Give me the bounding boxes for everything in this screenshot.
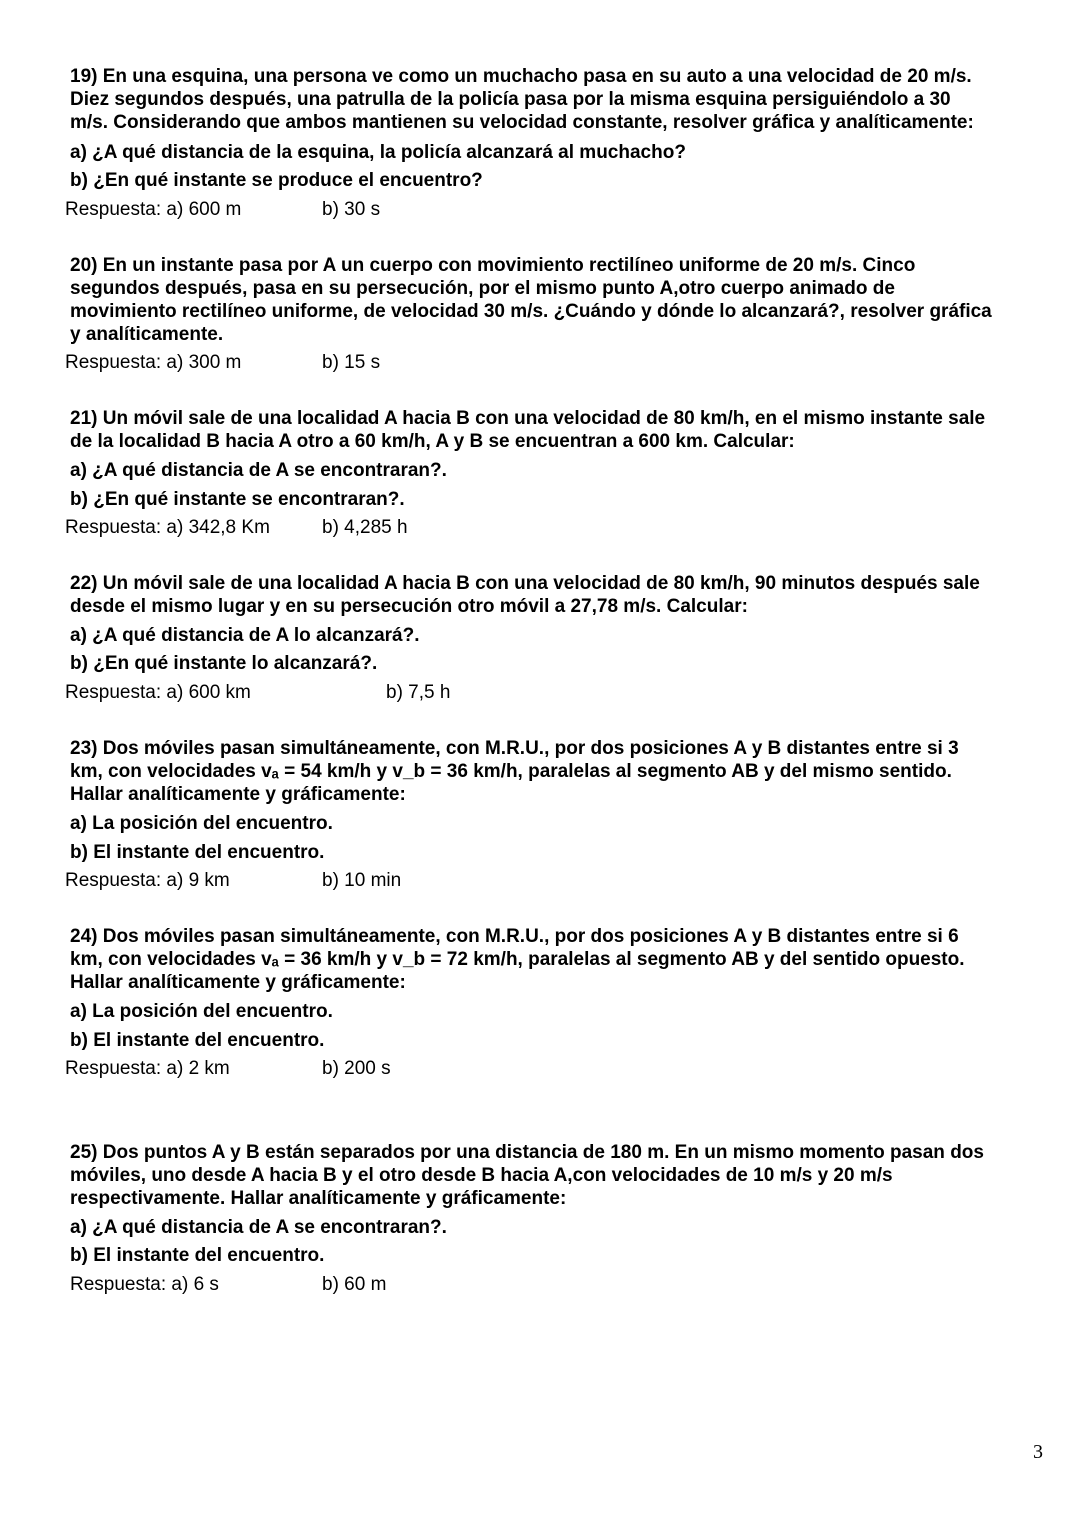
statement-line: km, con velocidades vₐ = 36 km/h y v_b = 72 km/h, paralelas al segmento AB y del sentido opuesto.: [70, 949, 965, 970]
question-b: b) ¿En qué instante se produce el encuentro?: [70, 170, 483, 191]
problem-statement: [70, 572, 1050, 618]
answer-a: Respuesta: a) 2 km: [65, 1058, 230, 1079]
answer-a: Respuesta: a) 342,8 Km: [65, 517, 270, 538]
question-a: a) La posición del encuentro.: [70, 1001, 333, 1022]
problem-statement: [70, 407, 1050, 453]
answer-a: Respuesta: a) 300 m: [65, 352, 242, 373]
answer-a: Respuesta: a) 600 km: [65, 682, 251, 703]
problem-statement: [70, 737, 1050, 806]
answer-b: b) 7,5 h: [386, 682, 451, 703]
answer-b: b) 10 min: [322, 870, 402, 891]
question-a: a) ¿A qué distancia de A se encontraran?.: [70, 460, 447, 481]
statement-line: 23) Dos móviles pasan simultáneamente, con M.R.U., por dos posiciones A y B distantes entre si 3: [70, 738, 959, 759]
statement-line: 25) Dos puntos A y B están separados por una distancia de 180 m. En un mismo momento pasan dos: [70, 1142, 984, 1163]
answer-b: b) 30 s: [322, 199, 381, 220]
problem-statement: [70, 65, 1050, 134]
problem-statement: [70, 925, 1050, 994]
statement-line: 21) Un móvil sale de una localidad A hacia B con una velocidad de 80 km/h, en el mismo instante sale: [70, 408, 986, 429]
answer-b: b) 200 s: [322, 1058, 391, 1079]
question-a: a) ¿A qué distancia de A lo alcanzará?.: [70, 625, 420, 646]
statement-line: respectivamente. Hallar analíticamente y gráficamente:: [70, 1188, 567, 1209]
answer-b: b) 60 m: [322, 1274, 387, 1295]
problem-statement: [70, 1141, 1050, 1210]
question-b: b) ¿En qué instante lo alcanzará?.: [70, 653, 378, 674]
question-a: a) La posición del encuentro.: [70, 813, 333, 834]
question-b: b) El instante del encuentro.: [70, 1245, 325, 1266]
answer-b: b) 4,285 h: [322, 517, 408, 538]
question-a: a) ¿A qué distancia de A se encontraran?.: [70, 1217, 447, 1238]
statement-line: Hallar analíticamente y gráficamente:: [70, 972, 406, 993]
problem-statement: [70, 254, 1050, 346]
statement-line: segundos después, pasa en su persecución, por el mismo punto A,otro cuerpo animado de: [70, 278, 895, 299]
statement-line: movimiento rectilíneo uniforme, de velocidad 30 m/s. ¿Cuándo y dónde lo alcanzará?, resolver gráfica: [70, 301, 992, 322]
question-a: a) ¿A qué distancia de la esquina, la policía alcanzará al muchacho?: [70, 142, 686, 163]
statement-line: m/s. Considerando que ambos mantienen su velocidad constante, resolver gráfica y analíticamente:: [70, 112, 974, 133]
statement-line: desde el mismo lugar y en su persecución otro móvil a 27,78 m/s. Calcular:: [70, 596, 748, 617]
statement-line: 19) En una esquina, una persona ve como un muchacho pasa en su auto a una velocidad de 20 m/s.: [70, 66, 972, 87]
answer-a: Respuesta: a) 6 s: [70, 1274, 219, 1295]
answer-a: Respuesta: a) 9 km: [65, 870, 230, 891]
statement-line: km, con velocidades vₐ = 54 km/h y v_b = 36 km/h, paralelas al segmento AB y del mismo sentido.: [70, 761, 952, 782]
statement-line: y analíticamente.: [70, 324, 224, 345]
statement-line: móviles, uno desde A hacia B y el otro desde B hacia A,con velocidades de 10 m/s y 20 m/s: [70, 1165, 893, 1186]
answer-a: Respuesta: a) 600 m: [65, 199, 242, 220]
statement-line: Diez segundos después, una patrulla de la policía pasa por la misma esquina persiguiéndolo a 30: [70, 89, 951, 110]
page-number: 3: [1033, 1441, 1043, 1463]
question-b: b) El instante del encuentro.: [70, 1030, 325, 1051]
statement-line: Hallar analíticamente y gráficamente:: [70, 784, 406, 805]
question-b: b) ¿En qué instante se encontraran?.: [70, 489, 405, 510]
statement-line: 24) Dos móviles pasan simultáneamente, con M.R.U., por dos posiciones A y B distantes entre si 6: [70, 926, 959, 947]
statement-line: de la localidad B hacia A otro a 60 km/h, A y B se encuentran a 600 km. Calcular:: [70, 431, 795, 452]
answer-b: b) 15 s: [322, 352, 381, 373]
statement-line: 22) Un móvil sale de una localidad A hacia B con una velocidad de 80 km/h, 90 minutos después sale: [70, 573, 980, 594]
statement-line: 20) En un instante pasa por A un cuerpo con movimiento rectilíneo uniforme de 20 m/s. Cinco: [70, 255, 916, 276]
question-b: b) El instante del encuentro.: [70, 842, 325, 863]
